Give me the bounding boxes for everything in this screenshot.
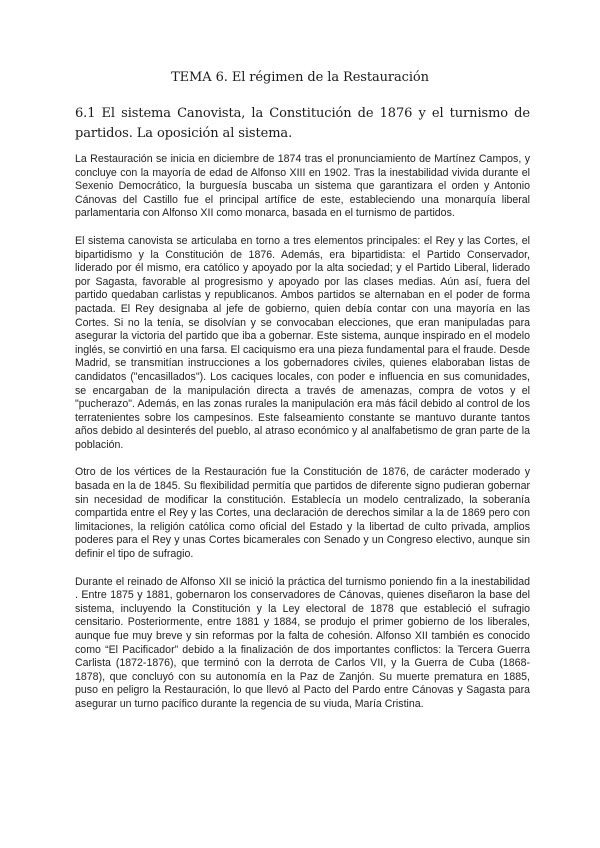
section-heading: 6.1 El sistema Canovista, la Constitución de 1876 y el turnismo de partidos. La oposición al sistema. [75,106,530,141]
paragraph-intro: La Restauración se inicia en diciembre de 1874 tras el pronunciamiento de Martínez Campos, y concluye con la mayoría de edad de Alfonso XIII en 1902. Tras la inestabilidad vivida durante el Sexenio Democrático, la burguesía buscaba un sistema que garantizara el orden y Antonio Cánovas del Castillo fue el principal artífice de este, estableciendo una monarquía liberal parlamentaria con Alfonso XII como monarca, basada en el turnismo de partidos. [75,153,530,220]
body-text [75,153,530,726]
paragraph-alfonso-xii-reign: Durante el reinado de Alfonso XII se inició la práctica del turnismo poniendo fin a la inestabilidad . Entre 1875 y 1881, gobernaron los conservadores de Cánovas, quienes diseñaron la base del sistema, incluyendo la Constitución y la Ley electoral de 1878 que estableció el sufragio censitario. Posteriormente, entre 1881 y 1884, se produjo el primer gobierno de los liberales, aunque fue muy breve y sin reformas por la falta de cohesión. Alfonso XII también es conocido como “El Pacificador” debido a la finalización de dos importantes conflictos: la Tercera Guerra Carlista (1872-1876), que terminó con la derrota de Carlos VII, y la Guerra de Cuba (1868-1878), que concluyó con su autonomía en la Paz de Zanjón. Su muerte prematura en 1885, puso en peligro la Restauración, lo que llevó al Pacto del Pardo entre Cánovas y Sagasta para asegurar un turno pacífico durante la regencia de su viuda, María Cristina. [75,575,530,710]
paragraph-constitution-1876: Otro de los vértices de la Restauración fue la Constitución de 1876, de carácter moderado y basada en la de 1845. Su flexibilidad permitía que partidos de diferente signo pudieran gobernar sin necesidad de modificar la constitución. Establecía un modelo centralizado, la soberanía compartida entre el Rey y las Cortes, una declaración de derechos similar a la de 1869 pero con limitaciones, la religión católica como oficial del Estado y la libertad de culto privada, amplios poderes para el Rey y unas Cortes bicamerales con Senado y un Congreso electivo, aunque sin definir el tipo de sufragio. [75,466,530,561]
page-title: TEMA 6. El régimen de la Restauración [171,70,429,85]
paragraph-canovista-system: El sistema canovista se articulaba en torno a tres elementos principales: el Rey y las Cortes, el bipartidismo y la Constitución de 1876. Además, era bipartidista: el Partido Conservador, liderado por él mismo, era católico y apoyado por la alta sociedad; y el Partido Liberal, liderado por Sagasta, favorable al progresismo y apoyado por las clases medias. Aún así, fuera del partido quedaban carlistas y republicanos. Ambos partidos se alternaban en el poder de forma pactada. El Rey designaba al jefe de gobierno, quien debía contar con una mayoría en las Cortes. Si no la tenía, se disolvían y se convocaban elecciones, que eran manipuladas para asegurar la victoria del partido que iba a gobernar. Este sistema, aunque inspirado en el modelo inglés, se convirtió en una farsa. El caciquismo era una pieza fundamental para el fraude. Desde Madrid, se transmitían instrucciones a los gobernadores civiles, quienes elaboraban listas de candidatos ("encasillados"). Los caciques locales, con poder e influencia en sus comunidades, se encargaban de la manipulación directa a través de amenazas, compra de votos y el "pucherazo". Además, en las zonas rurales la manipulación era más fácil debido al control de los terratenientes sobre los campesinos. Este falseamiento constante se mantuvo durante tantos años debido al desinterés del pueblo, al atraso económico y al analfabetismo de gran parte de la población. [75,234,530,451]
